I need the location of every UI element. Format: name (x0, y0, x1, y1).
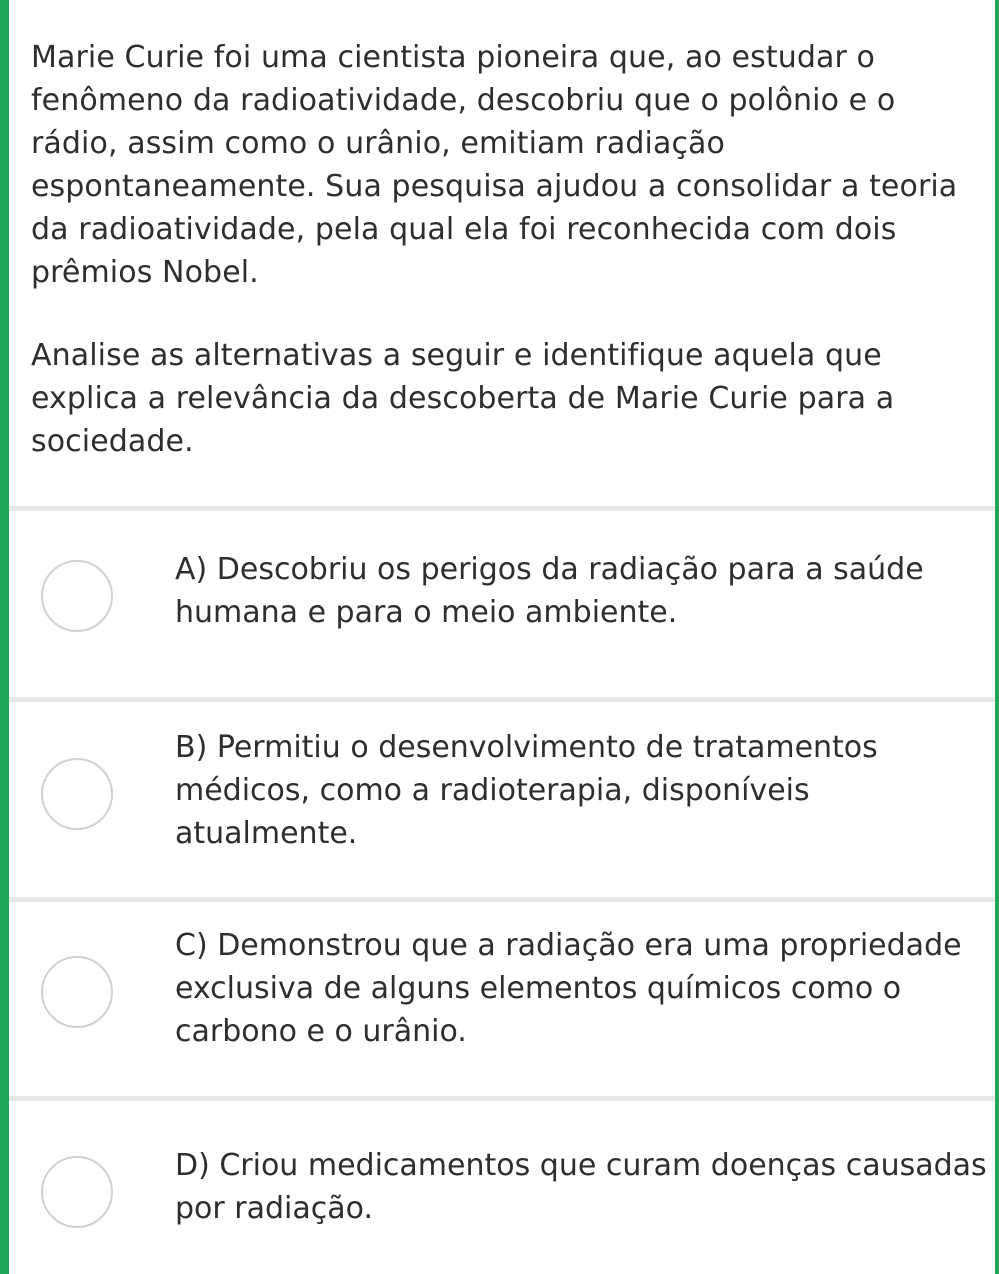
answer-option-label: C) Demonstrou que a radiação era uma propriedade exclusiva de alguns elementos químicos como o carbono e o urânio. (175, 928, 962, 1049)
answer-option-label: A) Descobriu os perigos da radiação para a saúde humana e para o meio ambiente. (175, 552, 924, 630)
question-text (31, 36, 971, 463)
question-paragraph-context: Marie Curie foi uma cientista pioneira que, ao estudar o fenômeno da radioatividade, descobriu que o polônio e o rádio, assim como o urânio, emitiam radiação espontaneamente. Sua pesquisa ajudou a consolidar a teoria da radioatividade, pela qual ela foi reconhecida com dois prêmios Nobel. (31, 40, 958, 290)
radio-button-icon[interactable] (41, 956, 113, 1028)
accent-bar-left (0, 0, 9, 1274)
radio-button-icon[interactable] (41, 1156, 113, 1228)
radio-button-icon[interactable] (41, 758, 113, 830)
answer-option-b[interactable] (9, 702, 995, 897)
accent-bar-right (995, 0, 999, 1274)
answer-option-label: D) Criou medicamentos que curam doenças causadas por radiação. (175, 1148, 987, 1226)
question-paragraph-prompt: Analise as alternativas a seguir e identifique aquela que explica a relevância da descoberta de Marie Curie para a sociedade. (31, 338, 895, 459)
radio-button-icon[interactable] (41, 560, 113, 632)
answer-option-label: B) Permitiu o desenvolvimento de tratamentos médicos, como a radioterapia, disponíveis atualmente. (175, 730, 878, 851)
answer-option-d[interactable] (9, 1101, 995, 1274)
answer-option-a[interactable] (9, 511, 995, 697)
answer-option-c[interactable] (9, 902, 995, 1096)
